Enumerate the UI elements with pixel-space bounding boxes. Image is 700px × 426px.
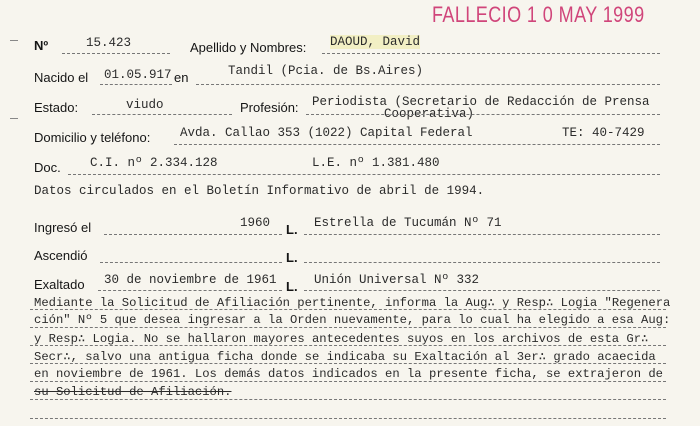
exaltado-l-label: L. [286,279,298,294]
exaltado-logia-underline [304,290,660,291]
domicilio-label: Domicilio y teléfono: [34,130,151,145]
domicilio-underline [174,144,660,145]
ascendio-label: Ascendió [34,248,88,263]
ingreso-logia: Estrella de Tucumán Nº 71 [314,216,502,230]
doc-underline [68,174,660,175]
margin-mark [10,118,18,119]
exaltado-fecha-underline [98,290,282,291]
nota-rule [30,309,666,310]
telefono-value: TE: 40-7429 [562,126,645,140]
doc-le: L.E. nº 1.381.480 [312,156,440,170]
nacido-label: Nacido el [34,70,89,85]
numero-underline [62,53,170,54]
exaltado-label: Exaltado [34,277,85,292]
deceased-stamp: FALLECIO 1 0 MAY 1999 [432,2,645,27]
nota-linea-3: y Resp∴ Logia. No se hallaron mayores antecedentes suyos en los archivos de esta Gr∴ [34,332,649,346]
estado-underline [92,114,232,115]
nota-rule [30,381,666,382]
nota-rule [30,399,666,400]
margin-mark [10,40,18,41]
nacido-lugar: Tandil (Pcia. de Bs.Aires) [228,64,424,78]
boletin-note: Datos circulados en el Boletín Informativo de abril de 1994. [34,184,485,198]
nota-rule [30,363,666,364]
nota-linea-5: en noviembre de 1961. Los demás datos indicados en la presente ficha, se extrajeron de [34,367,663,381]
numero-value: 15.423 [86,36,132,50]
nota-linea-1: Mediante la Solicitud de Afiliación pertinente, informa la Aug∴ y Resp∴ Logia "Regenera [34,296,671,310]
ascendio-l-label: L. [286,250,298,265]
ingreso-l-label: L. [286,222,298,237]
domicilio-value: Avda. Callao 353 (1022) Capital Federal [180,126,473,140]
ascendio-fecha-underline [100,262,282,263]
nacido-fecha: 01.05.917 [104,68,172,82]
nota-rule [30,327,666,328]
nacido-lugar-underline [196,84,660,85]
numero-label: Nº [34,38,49,53]
nacido-en-label: en [174,70,189,85]
nota-linea-2: ción" Nº 5 que desea ingresar a la Orden nuevamente, para lo cual ha elegido a esa Aug: [34,313,671,327]
nota-rule [30,418,666,419]
exaltado-fecha: 30 de noviembre de 1961 [104,273,277,287]
estado-label: Estado: [34,100,79,115]
ingreso-fecha-underline [104,234,282,235]
nota-linea-4: Secr∴, salvo una antigua ficha donde se indicaba su Exaltación al 3er∴ grado acaecida [34,350,656,364]
ingreso-fecha: 1960 [240,216,271,230]
profesion-label: Profesión: [240,100,299,115]
nacido-fecha-underline [100,84,172,85]
ingreso-logia-underline [304,234,660,235]
exaltado-logia: Unión Universal Nº 332 [314,273,480,287]
doc-label: Doc. [34,160,61,175]
nota-rule [30,345,666,346]
nota-linea-6: su Solicitud de Afiliación. [34,385,232,399]
nombre-label: Apellido y Nombres: [190,40,307,55]
nombre-value: DAOUD, David [330,35,421,49]
nombre-underline [322,53,660,54]
estado-value: viudo [126,98,164,112]
profesion-value-line2: Cooperativa) [384,107,475,121]
profesion-value-line1: Periodista (Secretario de Redacción de Prensa [312,95,650,109]
profesion-underline [306,114,660,115]
ingreso-label: Ingresó el [34,220,92,235]
ascendio-logia-underline [304,262,660,263]
doc-ci: C.I. nº 2.334.128 [90,156,218,170]
